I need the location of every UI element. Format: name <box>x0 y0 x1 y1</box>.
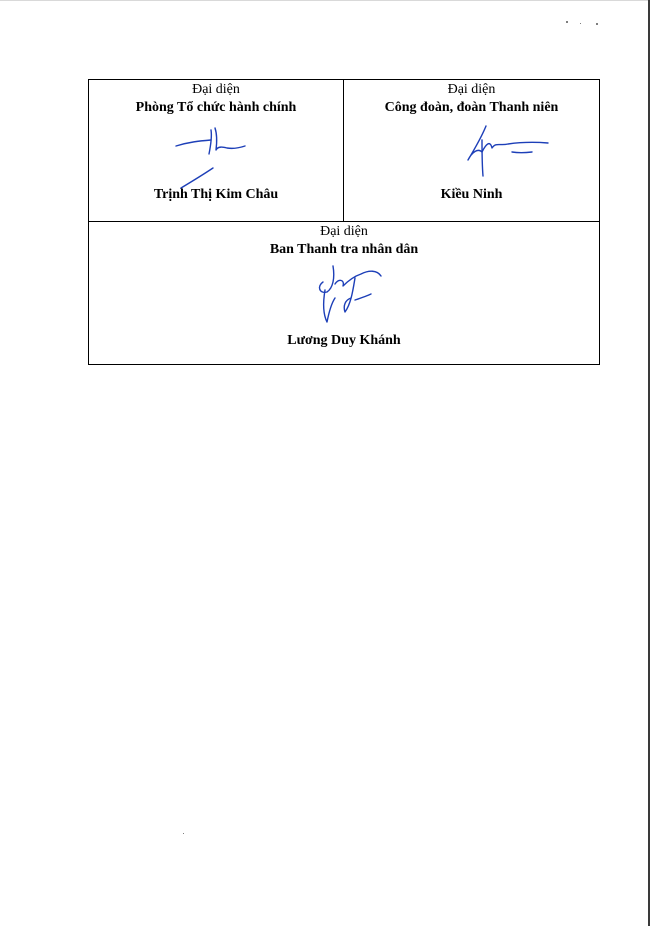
signature-cell-inspection <box>89 222 600 365</box>
signature-cell-hr <box>89 80 344 222</box>
page-top-edge <box>0 0 650 1</box>
scan-speck <box>580 23 581 24</box>
signatory-name: Lương Duy Khánh <box>287 333 401 348</box>
scan-speck <box>596 23 598 25</box>
role-label: Đại diện <box>447 82 496 97</box>
signature-cell-union <box>344 80 600 222</box>
signature-row <box>89 80 600 222</box>
scan-speck <box>566 21 568 23</box>
unit-name: Ban Thanh tra nhân dân <box>269 242 419 257</box>
signatory-name: Trịnh Thị Kim Châu <box>153 187 279 202</box>
signature-image <box>311 260 387 330</box>
role-label: Đại diện <box>192 82 240 97</box>
signature-image <box>171 122 251 192</box>
signature-image <box>452 122 552 178</box>
unit-name: Phòng Tổ chức hành chính <box>135 100 297 115</box>
role-label: Đại diện <box>320 224 368 239</box>
scan-speck <box>183 833 184 834</box>
signature-table <box>88 79 600 365</box>
signature-row <box>89 222 600 365</box>
signatory-name: Kiều Ninh <box>440 187 503 202</box>
unit-name: Công đoàn, đoàn Thanh niên <box>384 100 559 115</box>
